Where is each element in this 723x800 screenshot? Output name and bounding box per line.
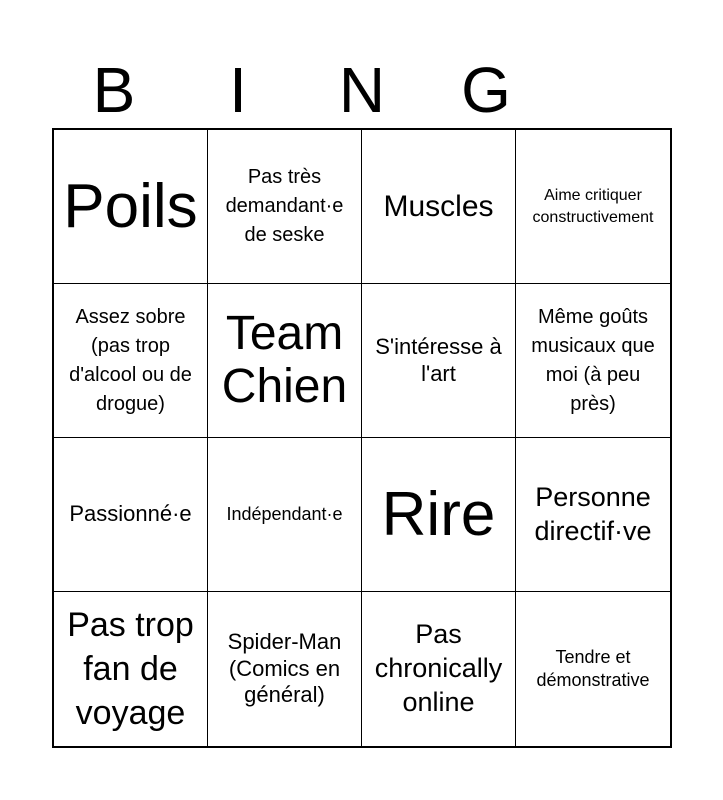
bingo-cell[interactable]: Poils	[54, 130, 208, 284]
bingo-cell[interactable]: Passionné·e	[54, 438, 208, 592]
bingo-cell[interactable]: Spider-Man (Comics en général)	[208, 592, 362, 746]
bingo-cell[interactable]: Team Chien	[208, 284, 362, 438]
bingo-cell[interactable]: Aime critiquer constructivement	[516, 130, 670, 284]
bingo-cell[interactable]: Rire	[362, 438, 516, 592]
bingo-header	[52, 52, 672, 128]
bingo-cell[interactable]: Personne directif·ve	[516, 438, 670, 592]
header-letter-n: N	[338, 54, 386, 126]
header-letter-b: B	[92, 54, 136, 126]
bingo-cell[interactable]: Indépendant·e	[208, 438, 362, 592]
header-letter-i: I	[229, 54, 247, 126]
bingo-cell[interactable]: Tendre et démonstrative	[536, 646, 650, 690]
bingo-cell[interactable]: Pas trop fan de voyage	[54, 592, 208, 746]
header-letter-g: G	[461, 54, 511, 126]
bingo-board	[52, 128, 672, 748]
bingo-cell[interactable]: Assez sobre (pas trop d'alcool ou de drogue)	[54, 284, 208, 438]
bingo-cell[interactable]: Muscles	[362, 130, 516, 284]
bingo-cell[interactable]: Même goûts musicaux que moi (à peu près)	[516, 284, 670, 438]
bingo-cell[interactable]: S'intéresse à l'art	[362, 284, 516, 438]
bingo-cell[interactable]: Pas chronically online	[362, 592, 516, 746]
bingo-cell[interactable]: Pas très demandant·e de seske	[208, 130, 362, 284]
